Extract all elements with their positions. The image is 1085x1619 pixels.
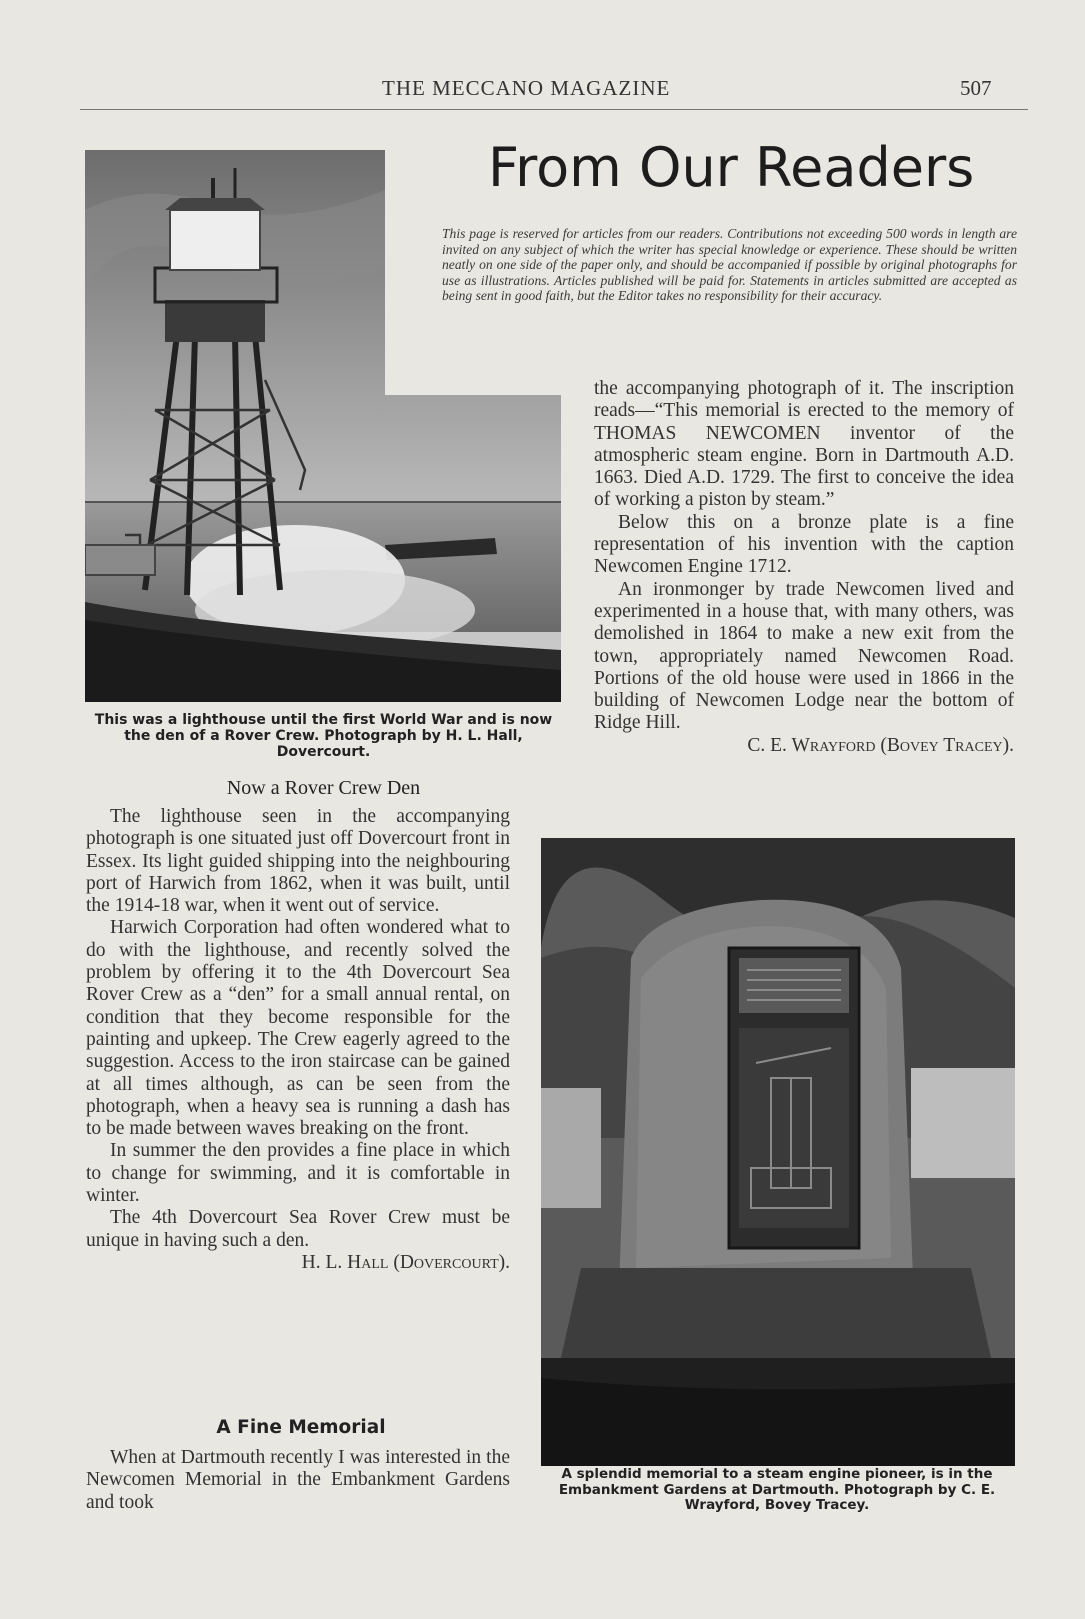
article-rover-crew-body bbox=[86, 806, 510, 1274]
signature-text: H. L. Hall (Dovercourt). bbox=[301, 1251, 510, 1273]
author-signature bbox=[86, 1252, 510, 1274]
paragraph: Below this on a bronze plate is a fine representation of his invention with the caption Newcomen Engine 1712. bbox=[594, 511, 1014, 578]
editorial-intro: This page is reserved for articles from our readers. Contributions not exceeding 500 words in length are invited on any subject of which the writer has special knowledge or experience. These should be written neatly on one side of the paper only, and should be accompanied if possible by original photographs for use as illustrations. Articles published will be paid for. Statements in articles submitted are accepted as being sent in good faith, but the Editor takes no responsibility for their accuracy. bbox=[442, 226, 1017, 304]
paragraph: the accompanying photograph of it. The inscription reads—“This memorial is erected to the memory of THOMAS NEWCOMEN inventor of the atmospheric steam engine. Born in Dartmouth A.D. 1663. Died A.D. 1729. The first to conceive the idea of working a piston by steam.” bbox=[594, 378, 1014, 511]
author-signature bbox=[594, 735, 1014, 757]
article-memorial-body-start bbox=[86, 1447, 510, 1514]
page-number: 507 bbox=[960, 76, 992, 100]
paragraph: Harwich Corporation had often wondered what to do with the lighthouse, and recently solved the problem by offering it to the 4th Dovercourt Sea Rover Crew as a “den” for a small annual rental, on condition that they become responsible for the painting and upkeep. The Crew eagerly agreed to the suggestion. Access to the iron staircase can be gained at all times although, as can be seen from the photograph, when a heavy sea is running a dash has to be made between waves breaking on the front. bbox=[86, 917, 510, 1140]
article-heading-memorial: A Fine Memorial bbox=[216, 1417, 386, 1438]
paragraph: An ironmonger by trade Newcomen lived and experimented in a house that, with many others, was demolished in 1864 to make a new exit from the town, appropriately named Newcomen Road. Portions of the old house were used in 1866 in the building of Newcomen Lodge near the bottom of Ridge Hill. bbox=[594, 578, 1014, 734]
signature-text: C. E. Wrayford (Bovey Tracey). bbox=[747, 734, 1014, 756]
article-heading-rover-crew: Now a Rover Crew Den bbox=[226, 777, 421, 799]
paragraph: The 4th Dovercourt Sea Rover Crew must be unique in having such a den. bbox=[86, 1207, 510, 1251]
magazine-title: THE MECCANO MAGAZINE bbox=[382, 76, 671, 100]
memorial-caption: A splendid memorial to a steam engine pioneer, is in the Embankment Gardens at Dartmouth. Photograph by C. E. Wrayford, Bovey Tracey. bbox=[558, 1466, 996, 1513]
paragraph: The lighthouse seen in the accompanying photograph is one situated just off Dovercourt front in Essex. Its light guided shipping into the neighbouring port of Harwich from 1862, when it was built, until the 1914-18 war, when it went out of service. bbox=[86, 806, 510, 917]
running-head bbox=[0, 76, 1085, 102]
memorial-photo bbox=[541, 838, 1015, 1466]
header-rule bbox=[80, 109, 1028, 110]
page-title: From Our Readers bbox=[488, 136, 975, 199]
lighthouse-caption: This was a lighthouse until the first World War and is now the den of a Rover Crew. Photograph by H. L. Hall, Dovercourt. bbox=[94, 712, 553, 760]
paragraph: In summer the den provides a fine place in which to change for swimming, and it is comfortable in winter. bbox=[86, 1140, 510, 1207]
article-memorial-body-continued bbox=[594, 378, 1014, 757]
paragraph: When at Dartmouth recently I was interested in the Newcomen Memorial in the Embankment Gardens and took bbox=[86, 1447, 510, 1513]
